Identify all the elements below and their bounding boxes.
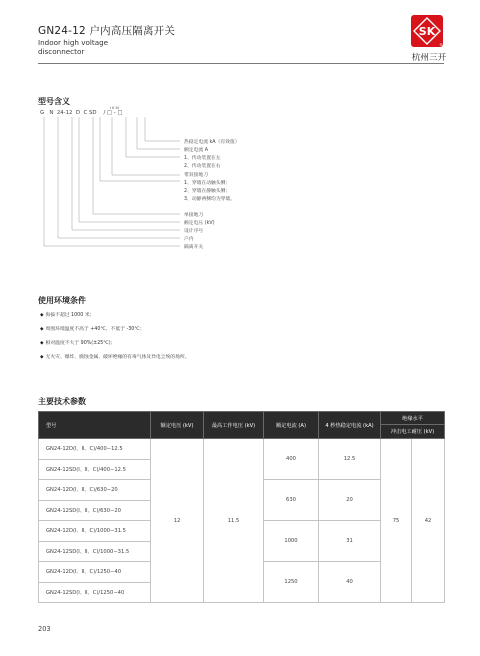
env-item xyxy=(40,311,94,318)
thermal-current-cell: 20 xyxy=(319,480,381,521)
env-item-text: 海拔不超过 1000 米； xyxy=(45,313,95,318)
legend-single-earth: 单接地刀 xyxy=(184,213,204,218)
legend-indoor: 户内 xyxy=(184,237,194,242)
impulse-cell: 42 xyxy=(412,439,445,603)
code-char-d: D xyxy=(75,110,81,116)
table-row-model: GN24-12D(Ⅰ、Ⅱ、C)/1000−31.5 xyxy=(39,521,151,542)
logo-mark: SK xyxy=(418,25,436,38)
legend-double-earth: 带双接地刀 xyxy=(184,173,208,178)
header-model: 型号 xyxy=(39,412,151,439)
header-insulation: 绝缘水平 xyxy=(381,412,445,425)
legend-drive-left: 1、传动装置在左 xyxy=(184,156,221,161)
legend-rated-voltage: 额定电压 (kV) xyxy=(184,221,215,226)
leader-double-earth xyxy=(112,117,180,175)
code-char-slash: / xyxy=(103,110,106,116)
leader-indoor xyxy=(58,117,180,238)
env-item xyxy=(40,353,189,360)
header-rated-voltage: 额定电压 (kV) xyxy=(151,412,204,439)
table-row-model: GN24-12D(Ⅰ、Ⅱ、C)/400−12.5 xyxy=(39,439,151,460)
legend-wall-static: 2、穿墙在静触头侧； xyxy=(184,189,231,194)
spec-section-heading: 主要技术参数 xyxy=(38,397,86,406)
page-number: 203 xyxy=(38,625,51,633)
table-row-model: GN24-12SD(Ⅰ、Ⅱ、C)/630−20 xyxy=(39,500,151,521)
legend-rated-current: 额定电流 A xyxy=(184,148,208,153)
env-item-text: 周围环境温度不高于 +40℃，不低于 -30℃； xyxy=(45,327,145,332)
model-code-superscript: I II III xyxy=(110,106,119,110)
brand-name: 杭州三开 xyxy=(411,53,447,63)
bullet-icon: ◆ xyxy=(40,327,44,332)
header-rated-current: 额定电流 (A) xyxy=(264,412,319,439)
page-subtitle-en-line1: Indoor high voltage xyxy=(38,38,109,47)
legend-thermal-current: 热稳定电流 kA（有效值） xyxy=(184,140,240,145)
table-row-model: GN24-12SD(Ⅰ、Ⅱ、C)/1000−31.5 xyxy=(39,541,151,562)
code-char-c: C xyxy=(83,110,88,116)
rated-current-cell: 1000 xyxy=(264,521,319,562)
env-item xyxy=(40,325,145,332)
leader-rated-current xyxy=(137,117,180,149)
rated-current-cell: 630 xyxy=(264,480,319,521)
table-row-model: GN24-12D(Ⅰ、Ⅱ、C)/1250−40 xyxy=(39,562,151,583)
table-row-model: GN24-12SD(Ⅰ、Ⅱ、C)/400−12.5 xyxy=(39,459,151,480)
bullet-icon: ◆ xyxy=(40,313,44,318)
model-code xyxy=(40,110,123,116)
table-row-model: GN24-12D(Ⅰ、Ⅱ、C)/630−20 xyxy=(39,480,151,501)
leader-rated-voltage xyxy=(79,117,180,222)
code-char-dash: - xyxy=(113,110,116,116)
legend-wall-moving: 1、穿墙在动触头侧； xyxy=(184,181,231,186)
env-item-text: 相对温度不大于 90%(±25℃)； xyxy=(45,341,116,346)
leader-drive-position xyxy=(126,117,180,157)
code-char-box-1: □ xyxy=(106,110,113,116)
spec-table xyxy=(38,411,445,603)
legend-design-number: 设计序号 xyxy=(184,229,204,234)
header-impulse: 冲击电工耐压 (kV) xyxy=(381,425,445,439)
header-thermal-current: 4 秒热稳定电流 (kA) xyxy=(319,412,381,439)
model-section-heading: 型号含义 xyxy=(38,97,70,106)
rated-voltage-cell: 12 xyxy=(151,439,204,603)
code-char-box-2: □ xyxy=(117,110,123,116)
thermal-current-cell: 12.5 xyxy=(319,439,381,480)
bullet-icon: ◆ xyxy=(40,355,44,360)
header-max-voltage: 最高工作电压 (kV) xyxy=(204,412,264,439)
env-item-text: 无火灾、爆炸、腐蚀金属、破坏绝缘的有毒气体及异电尘埃的场所。 xyxy=(45,355,190,360)
insulation-cell: 75 xyxy=(381,439,412,603)
env-item xyxy=(40,339,115,346)
leader-single-earth xyxy=(93,117,180,214)
rated-current-cell: 1250 xyxy=(264,562,319,603)
leader-thermal-current xyxy=(145,117,180,141)
code-char-sd: SD xyxy=(89,110,97,116)
bullet-icon: ◆ xyxy=(40,341,44,346)
code-char-n: N xyxy=(49,110,54,116)
legend-disconnector: 隔离开关 xyxy=(184,245,204,250)
rated-current-cell: 400 xyxy=(264,439,319,480)
max-voltage-cell: 11.5 xyxy=(204,439,264,603)
table-row-model: GN24-12SD(Ⅰ、Ⅱ、C)/1250−40 xyxy=(39,582,151,603)
page-title: GN24-12 户内高压隔离开关 xyxy=(38,25,176,37)
env-section-heading: 使用环境条件 xyxy=(38,296,86,305)
code-char-g: G xyxy=(40,110,45,116)
legend-wall-both: 3、动静两侧均为穿墙。 xyxy=(184,197,236,202)
thermal-current-cell: 31 xyxy=(319,521,381,562)
legend-drive-right: 2、传动装置在右 xyxy=(184,164,221,169)
thermal-current-cell: 40 xyxy=(319,562,381,603)
page-subtitle-en-line2: disconnector xyxy=(38,47,85,56)
code-char-voltage: 24-12 xyxy=(56,110,73,116)
logo-registered-mark: ® xyxy=(439,43,443,47)
model-code-diagram xyxy=(0,0,480,300)
